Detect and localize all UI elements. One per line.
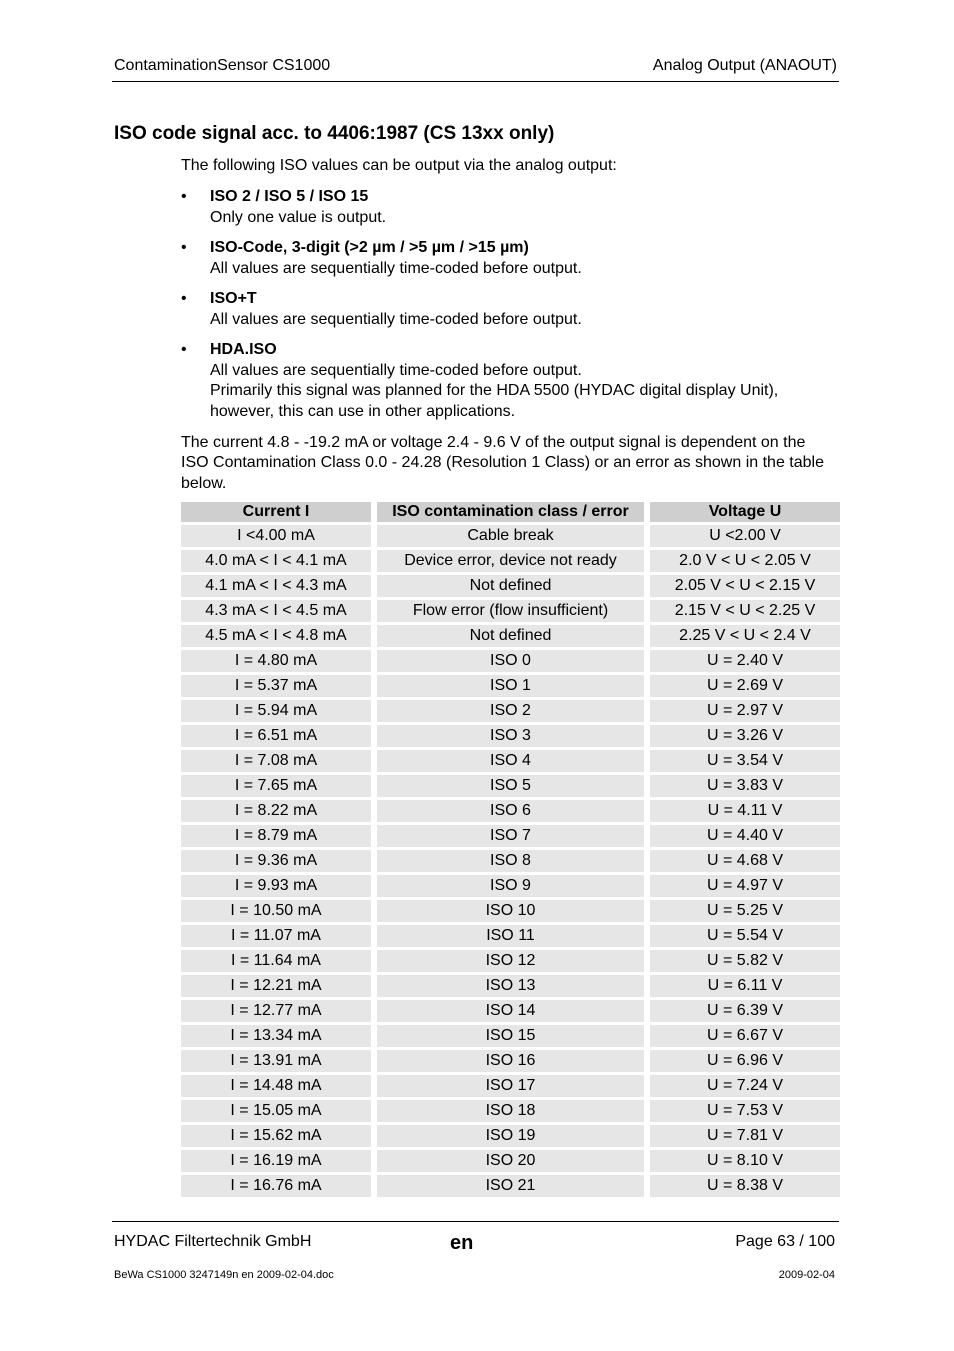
cell-class: ISO 5 (377, 775, 650, 800)
cell-current: 4.5 mA < I < 4.8 mA (181, 625, 377, 650)
cell-voltage: U = 5.25 V (650, 900, 840, 925)
table-row (181, 1025, 840, 1050)
cell-class: Not defined (377, 575, 650, 600)
footer-page-number: Page 63 / 100 (735, 1233, 835, 1250)
cell-class: ISO 18 (377, 1100, 650, 1125)
cell-voltage: U = 3.54 V (650, 750, 840, 775)
list-item-text: All values are sequentially time-coded before output. (210, 361, 582, 379)
header-chapter-title: Analog Output (ANAOUT) (652, 57, 837, 74)
cell-current: I = 7.65 mA (181, 775, 377, 800)
cell-class: ISO 10 (377, 900, 650, 925)
cell-voltage: 2.05 V < U < 2.15 V (650, 575, 840, 600)
intro-text: The following ISO values can be output via the analog output: (181, 157, 617, 174)
cell-class: Not defined (377, 625, 650, 650)
cell-current: I = 9.93 mA (181, 875, 377, 900)
cell-current: 4.0 mA < I < 4.1 mA (181, 550, 377, 575)
cell-voltage: U <2.00 V (650, 525, 840, 550)
cell-current: I = 15.05 mA (181, 1100, 377, 1125)
list-item-title: ISO 2 / ISO 5 / ISO 15 (210, 188, 369, 205)
cell-voltage: U = 7.81 V (650, 1125, 840, 1150)
bullet-icon: • (181, 239, 187, 256)
cell-current: I = 11.07 mA (181, 925, 377, 950)
cell-voltage: U = 7.53 V (650, 1100, 840, 1125)
cell-class: ISO 15 (377, 1025, 650, 1050)
cell-current: I = 16.76 mA (181, 1175, 377, 1200)
table-row (181, 750, 840, 775)
cell-voltage: U = 4.11 V (650, 800, 840, 825)
cell-class: ISO 0 (377, 650, 650, 675)
cell-current: I = 5.37 mA (181, 675, 377, 700)
page-footer (112, 1221, 839, 1281)
footer-language: en (450, 1232, 474, 1254)
table-row (181, 975, 840, 1000)
table-row (181, 900, 840, 925)
table-row (181, 675, 840, 700)
cell-voltage: U = 6.96 V (650, 1050, 840, 1075)
table-row (181, 800, 840, 825)
cell-current: I = 12.21 mA (181, 975, 377, 1000)
bullet-icon: • (181, 188, 187, 205)
cell-class: ISO 17 (377, 1075, 650, 1100)
cell-current: I = 15.62 mA (181, 1125, 377, 1150)
table-row (181, 1075, 840, 1100)
table-row (181, 950, 840, 975)
cell-voltage: U = 2.97 V (650, 700, 840, 725)
cell-class: Flow error (flow insufficient) (377, 600, 650, 625)
table-row (181, 575, 840, 600)
list-item (181, 289, 846, 330)
table-row (181, 1150, 840, 1175)
cell-voltage: U = 3.83 V (650, 775, 840, 800)
cell-class: ISO 7 (377, 825, 650, 850)
table-row (181, 850, 840, 875)
column-header-class: ISO contamination class / error (377, 502, 650, 525)
cell-voltage: 2.15 V < U < 2.25 V (650, 600, 840, 625)
cell-class: ISO 6 (377, 800, 650, 825)
table-row (181, 825, 840, 850)
cell-current: I = 13.34 mA (181, 1025, 377, 1050)
cell-voltage: 2.0 V < U < 2.05 V (650, 550, 840, 575)
cell-current: 4.3 mA < I < 4.5 mA (181, 600, 377, 625)
table-row (181, 550, 840, 575)
cell-voltage: 2.25 V < U < 2.4 V (650, 625, 840, 650)
list-item (181, 187, 846, 228)
table-row (181, 875, 840, 900)
list-item-text: Only one value is output. (210, 208, 387, 226)
footer-document-name: BeWa CS1000 3247149n en 2009-02-04.doc (114, 1269, 334, 1281)
cell-current: I = 11.64 mA (181, 950, 377, 975)
footer-date: 2009-02-04 (778, 1269, 835, 1281)
cell-voltage: U = 3.26 V (650, 725, 840, 750)
cell-class: ISO 11 (377, 925, 650, 950)
cell-voltage: U = 8.10 V (650, 1150, 840, 1175)
bullet-icon: • (181, 341, 187, 358)
cell-voltage: U = 8.38 V (650, 1175, 840, 1200)
cell-current: I = 6.51 mA (181, 725, 377, 750)
cell-class: ISO 13 (377, 975, 650, 1000)
cell-current: 4.1 mA < I < 4.3 mA (181, 575, 377, 600)
cell-class: ISO 14 (377, 1000, 650, 1025)
list-item-title: HDA.ISO (210, 341, 277, 358)
list-item-text: All values are sequentially time-coded before output. (210, 310, 582, 328)
cell-class: ISO 8 (377, 850, 650, 875)
list-item-text: Primarily this signal was planned for the HDA 5500 (HYDAC digital display Unit), however, this can use in other applications. (210, 382, 779, 420)
cell-current: I = 7.08 mA (181, 750, 377, 775)
list-item-text: All values are sequentially time-coded before output. (210, 259, 582, 277)
cell-voltage: U = 4.68 V (650, 850, 840, 875)
table-row (181, 1125, 840, 1150)
table-row (181, 1100, 840, 1125)
cell-current: I <4.00 mA (181, 525, 377, 550)
cell-current: I = 12.77 mA (181, 1000, 377, 1025)
table-row (181, 600, 840, 625)
cell-current: I = 5.94 mA (181, 700, 377, 725)
cell-class: ISO 2 (377, 700, 650, 725)
cell-class: Cable break (377, 525, 650, 550)
header-product-name: ContaminationSensor CS1000 (114, 57, 331, 74)
cell-current: I = 4.80 mA (181, 650, 377, 675)
description-paragraph: The current 4.8 - -19.2 mA or voltage 2.4 - 9.6 V of the output signal is dependent on the ISO Contamination Class 0.0 - 24.28 (Resolution 1 Class) or an error as shown in the table below. (181, 434, 824, 492)
cell-class: ISO 4 (377, 750, 650, 775)
cell-voltage: U = 6.11 V (650, 975, 840, 1000)
cell-voltage: U = 6.39 V (650, 1000, 840, 1025)
iso-code-table (181, 502, 840, 1200)
column-header-current: Current I (181, 502, 377, 525)
table-row (181, 925, 840, 950)
cell-class: ISO 21 (377, 1175, 650, 1200)
cell-class: Device error, device not ready (377, 550, 650, 575)
bullet-icon: • (181, 290, 187, 307)
cell-current: I = 8.22 mA (181, 800, 377, 825)
table-header-row (181, 502, 840, 525)
table-row (181, 775, 840, 800)
list-item-title: ISO-Code, 3-digit (>2 µm / >5 µm / >15 µm) (210, 239, 529, 256)
page-header (112, 57, 839, 82)
cell-voltage: U = 6.67 V (650, 1025, 840, 1050)
table-row (181, 1175, 840, 1200)
cell-voltage: U = 5.54 V (650, 925, 840, 950)
bullet-list (181, 187, 846, 422)
cell-class: ISO 3 (377, 725, 650, 750)
cell-voltage: U = 2.69 V (650, 675, 840, 700)
cell-voltage: U = 2.40 V (650, 650, 840, 675)
cell-voltage: U = 4.40 V (650, 825, 840, 850)
cell-current: I = 13.91 mA (181, 1050, 377, 1075)
cell-class: ISO 1 (377, 675, 650, 700)
cell-voltage: U = 5.82 V (650, 950, 840, 975)
list-item (181, 340, 846, 422)
table-row (181, 700, 840, 725)
column-header-voltage: Voltage U (650, 502, 840, 525)
cell-class: ISO 12 (377, 950, 650, 975)
cell-voltage: U = 7.24 V (650, 1075, 840, 1100)
footer-company: HYDAC Filtertechnik GmbH (114, 1233, 312, 1250)
table-row (181, 1000, 840, 1025)
cell-voltage: U = 4.97 V (650, 875, 840, 900)
cell-class: ISO 16 (377, 1050, 650, 1075)
list-item (181, 238, 846, 279)
section-title: ISO code signal acc. to 4406:1987 (CS 13xx only) (114, 123, 555, 144)
cell-class: ISO 19 (377, 1125, 650, 1150)
table-row (181, 725, 840, 750)
table-row (181, 625, 840, 650)
table-row (181, 1050, 840, 1075)
cell-class: ISO 20 (377, 1150, 650, 1175)
cell-current: I = 10.50 mA (181, 900, 377, 925)
table-row (181, 525, 840, 550)
cell-current: I = 9.36 mA (181, 850, 377, 875)
cell-class: ISO 9 (377, 875, 650, 900)
cell-current: I = 14.48 mA (181, 1075, 377, 1100)
table-row (181, 650, 840, 675)
cell-current: I = 8.79 mA (181, 825, 377, 850)
cell-current: I = 16.19 mA (181, 1150, 377, 1175)
list-item-title: ISO+T (210, 290, 257, 307)
